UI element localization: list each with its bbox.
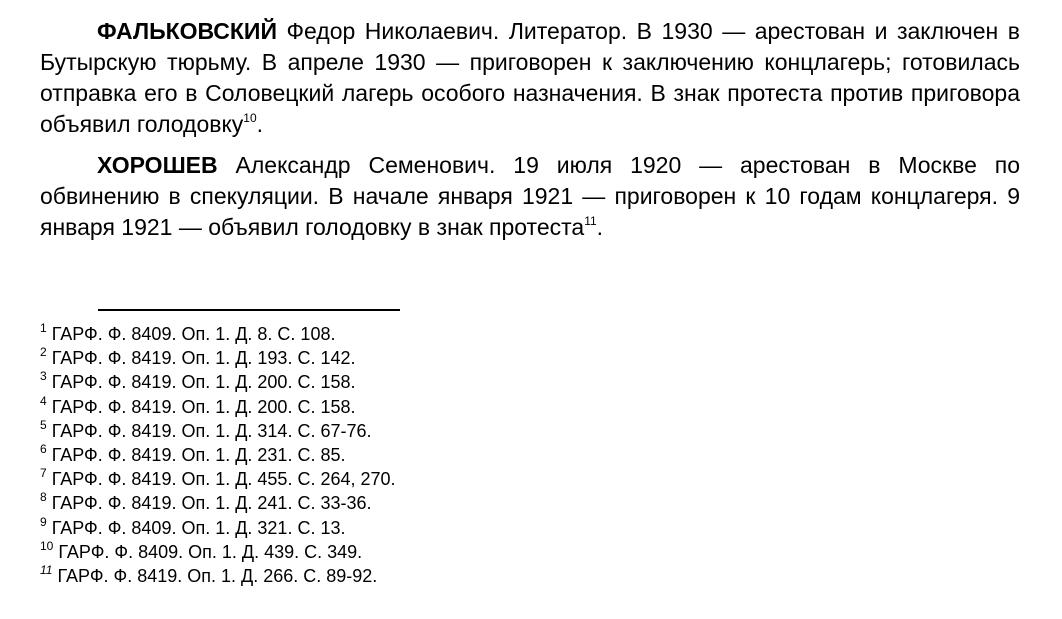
footnote-number: 3	[40, 369, 47, 384]
footnote-separator	[98, 309, 400, 311]
footnote-ref: 11	[584, 214, 597, 228]
footnote-number: 11	[40, 563, 53, 578]
footnote-item	[40, 346, 740, 370]
entry-khoroshev	[40, 150, 1020, 243]
footnote-text: ГАРФ. Ф. 8419. Оп. 1. Д. 241. С. 33-36.	[46, 493, 372, 514]
footnote-text: ГАРФ. Ф. 8419. Оп. 1. Д. 231. С. 85.	[46, 445, 346, 466]
footnote-number: 4	[40, 393, 47, 408]
footnote-text: ГАРФ. Ф. 8409. Оп. 1. Д. 321. С. 13.	[46, 517, 346, 538]
entry-falkovsky	[40, 16, 1020, 140]
footnote-item	[40, 370, 740, 394]
footnote-text: ГАРФ. Ф. 8419. Оп. 1. Д. 455. С. 264, 270.	[46, 469, 396, 490]
footnote-item	[40, 516, 740, 540]
footnote-item	[40, 443, 740, 467]
footnote-item	[40, 540, 740, 564]
footnote-item	[40, 491, 740, 515]
document-body	[40, 16, 1020, 253]
entry-end: .	[256, 111, 264, 137]
footnote-number: 6	[40, 442, 47, 457]
footnote-number: 1	[40, 321, 47, 335]
footnote-text: ГАРФ. Ф. 8419. Оп. 1. Д. 193. С. 142.	[46, 348, 356, 369]
footnote-item	[40, 322, 740, 346]
footnote-item	[40, 395, 740, 419]
footnote-number: 7	[40, 466, 47, 481]
entry-name: ФАЛЬКОВСКИЙ	[97, 18, 277, 44]
footnote-number: 5	[40, 417, 47, 432]
entry-text: Федор Николаевич. Литератор. В 1930 — арестован и заключен в Бутырскую тюрьму. В апреле 1930 — приговорен к заключению концлагерь; готовилась отправка его в Соловецкий лагерь особого назначения. В знак протеста против приговора объявил голодовку	[40, 18, 1020, 137]
entry-name: ХОРОШЕВ	[97, 152, 218, 178]
entry-end: .	[596, 214, 604, 240]
footnote-number: 2	[40, 345, 47, 360]
footnote-text: ГАРФ. Ф. 8419. Оп. 1. Д. 266. С. 89-92.	[52, 566, 378, 587]
footnote-text: ГАРФ. Ф. 8409. Оп. 1. Д. 8. С. 108.	[46, 324, 336, 344]
footnote-item	[40, 419, 740, 443]
footnote-item	[40, 564, 740, 588]
footnote-number: 8	[40, 490, 47, 505]
footnote-text: ГАРФ. Ф. 8419. Оп. 1. Д. 200. С. 158.	[46, 372, 356, 393]
footnote-number: 9	[40, 514, 47, 529]
footnote-text: ГАРФ. Ф. 8409. Оп. 1. Д. 439. С. 349.	[53, 541, 363, 562]
entry-text: Александр Семенович. 19 июля 1920 — арестован в Москве по обвинению в спекуляции. В начале января 1921 — приговорен к 10 годам концлагеря. 9 января 1921 — объявил голодовку в знак протеста	[40, 152, 1020, 240]
footnote-text: ГАРФ. Ф. 8419. Оп. 1. Д. 314. С. 67-76.	[46, 420, 372, 441]
footnotes-list	[40, 322, 740, 588]
footnote-item	[40, 467, 740, 491]
footnote-text: ГАРФ. Ф. 8419. Оп. 1. Д. 200. С. 158.	[46, 396, 356, 417]
footnote-number: 10	[40, 538, 54, 553]
footnote-ref: 10	[243, 111, 257, 125]
